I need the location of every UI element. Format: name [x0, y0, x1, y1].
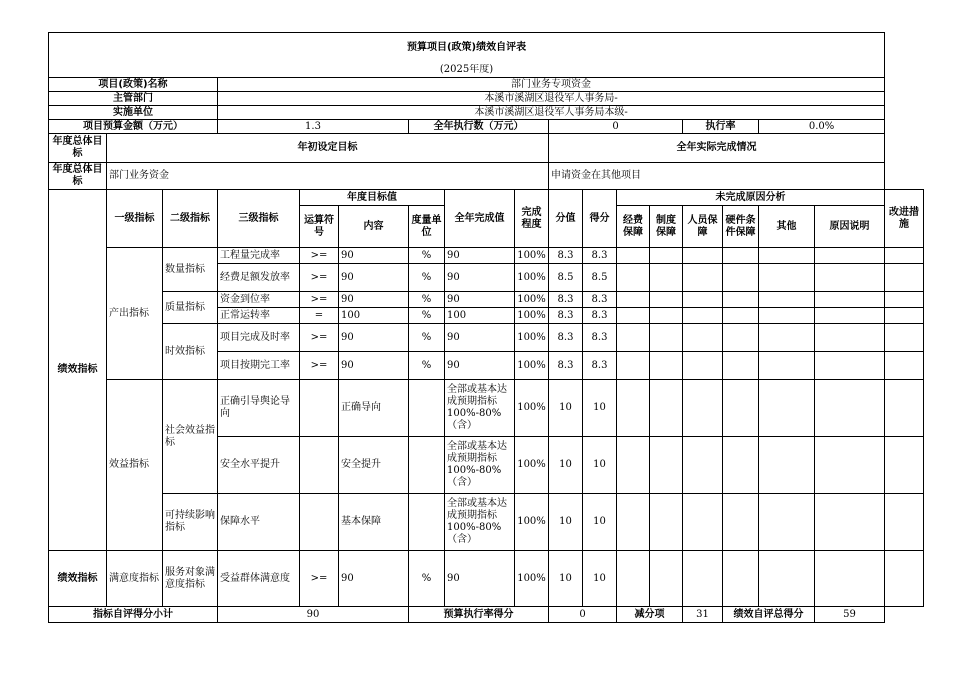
unit-cell	[409, 494, 445, 551]
full-score-cell: 8.3	[549, 308, 583, 324]
level1-cell: 满意度指标	[107, 551, 163, 607]
empty-cell	[815, 551, 885, 607]
table-row	[49, 324, 924, 352]
empty-cell	[885, 551, 924, 607]
empty-cell	[759, 437, 815, 494]
rate-value: 0.0%	[759, 120, 885, 134]
degree-cell: 100%	[515, 324, 549, 352]
op-cell	[300, 380, 339, 437]
op-cell	[300, 494, 339, 551]
evaluation-sheet	[48, 32, 924, 630]
empty-cell	[617, 352, 650, 380]
level3-cell: 项目完成及时率	[218, 324, 300, 352]
unit-cell: %	[409, 264, 445, 292]
empty-cell	[815, 308, 885, 324]
empty-cell	[650, 308, 683, 324]
goal-row-label-2: 年度总体目标	[49, 163, 107, 190]
unit-cell	[409, 380, 445, 437]
content-header: 内容	[339, 206, 409, 248]
content-cell: 90	[339, 248, 409, 264]
full-score-cell: 10	[549, 494, 583, 551]
op-cell: >=	[300, 264, 339, 292]
score-header: 得分	[583, 190, 617, 248]
level3-cell: 受益群体满意度	[218, 551, 300, 607]
plan-header: 年初设定目标	[107, 134, 549, 163]
perf-indicator-label: 绩效指标	[49, 190, 107, 551]
empty-cell	[650, 292, 683, 308]
annual-cell: 全部或基本达成预期指标100%-80%（含）	[445, 494, 515, 551]
annual-cell: 90	[445, 292, 515, 308]
empty-cell	[723, 494, 759, 551]
op-header: 运算符号	[300, 206, 339, 248]
project-name-label: 项目(政策)名称	[49, 78, 218, 92]
unit-cell: %	[409, 324, 445, 352]
unit-cell: %	[409, 308, 445, 324]
score-cell: 8.3	[583, 248, 617, 264]
degree-cell: 100%	[515, 494, 549, 551]
score-cell: 8.3	[583, 308, 617, 324]
empty-cell	[815, 352, 885, 380]
full-score-cell: 10	[549, 551, 583, 607]
empty-cell	[815, 380, 885, 437]
empty-cell	[683, 380, 723, 437]
content-cell: 安全提升	[339, 437, 409, 494]
score-cell: 10	[583, 551, 617, 607]
empty-cell	[815, 248, 885, 264]
exec-score-label: 预算执行率得分	[409, 607, 549, 623]
content-cell: 90	[339, 292, 409, 308]
empty-cell	[723, 248, 759, 264]
empty-cell	[885, 264, 924, 292]
empty-cell	[815, 292, 885, 308]
empty-cell	[683, 264, 723, 292]
op-cell	[300, 437, 339, 494]
content-cell: 正确导向	[339, 380, 409, 437]
unit-header: 度量单位	[409, 206, 445, 248]
op-cell: >=	[300, 248, 339, 264]
empty-cell	[650, 324, 683, 352]
empty-cell	[650, 264, 683, 292]
full-score-cell: 8.3	[549, 324, 583, 352]
empty-cell	[617, 494, 650, 551]
level2-cell: 数量指标	[163, 248, 218, 292]
degree-cell: 100%	[515, 308, 549, 324]
exec-value: 0	[549, 120, 683, 134]
plan-value: 部门业务资金	[107, 163, 549, 190]
annual-cell: 全部或基本达成预期指标100%-80%（含）	[445, 437, 515, 494]
empty-cell	[815, 324, 885, 352]
empty-cell	[683, 308, 723, 324]
unit-cell: %	[409, 551, 445, 607]
content-cell: 90	[339, 352, 409, 380]
score-cell: 8.3	[583, 324, 617, 352]
unit-cell: %	[409, 248, 445, 264]
improve-header: 改进措施	[885, 190, 924, 248]
empty-cell	[723, 308, 759, 324]
score-cell: 10	[583, 380, 617, 437]
year-label: (2025年度)	[49, 64, 885, 78]
empty-cell	[617, 248, 650, 264]
op-cell: =	[300, 308, 339, 324]
empty-cell	[759, 324, 815, 352]
annual-cell: 90	[445, 264, 515, 292]
empty-cell	[683, 324, 723, 352]
empty-cell	[759, 380, 815, 437]
empty-cell	[617, 551, 650, 607]
degree-cell: 100%	[515, 352, 549, 380]
full-score-cell: 8.3	[549, 248, 583, 264]
empty-cell	[759, 292, 815, 308]
empty-cell	[759, 352, 815, 380]
empty-cell	[723, 352, 759, 380]
content-cell: 90	[339, 324, 409, 352]
full-score-cell: 8.3	[549, 352, 583, 380]
op-cell: >=	[300, 292, 339, 308]
level1-cell: 效益指标	[107, 380, 163, 551]
degree-cell: 100%	[515, 248, 549, 264]
empty-cell	[815, 264, 885, 292]
table-row	[49, 551, 924, 607]
score-cell: 8.3	[583, 292, 617, 308]
empty-cell	[650, 437, 683, 494]
annual-cell: 90	[445, 324, 515, 352]
level2-cell: 质量指标	[163, 292, 218, 324]
empty-cell	[683, 292, 723, 308]
annual-cell: 90	[445, 551, 515, 607]
annual-header: 全年完成值	[445, 190, 515, 248]
exec-score-value: 0	[549, 607, 617, 623]
empty-cell	[885, 437, 924, 494]
empty-cell	[650, 494, 683, 551]
score-cell: 8.5	[583, 264, 617, 292]
empty-cell	[723, 437, 759, 494]
content-cell: 90	[339, 551, 409, 607]
content-cell: 100	[339, 308, 409, 324]
empty-cell	[885, 380, 924, 437]
actual-header: 全年实际完成情况	[549, 134, 885, 163]
content-cell: 基本保障	[339, 494, 409, 551]
empty-cell	[683, 352, 723, 380]
degree-cell: 100%	[515, 264, 549, 292]
empty-cell	[650, 551, 683, 607]
empty-cell	[885, 324, 924, 352]
page-title: 预算项目(政策)绩效自评表	[49, 33, 885, 64]
level3-cell: 工程量完成率	[218, 248, 300, 264]
degree-cell: 100%	[515, 380, 549, 437]
level3-cell: 正确引导舆论导向	[218, 380, 300, 437]
empty-cell	[683, 551, 723, 607]
level2-cell: 可持续影响指标	[163, 494, 218, 551]
table-row	[49, 292, 924, 308]
level2-cell: 社会效益指标	[163, 380, 218, 494]
annual-cell: 100	[445, 308, 515, 324]
empty-cell	[650, 380, 683, 437]
table-row	[49, 494, 924, 551]
op-cell: >=	[300, 551, 339, 607]
op-cell: >=	[300, 352, 339, 380]
empty-cell	[723, 264, 759, 292]
dept-label: 主管部门	[49, 92, 218, 106]
empty-cell	[683, 494, 723, 551]
op-cell: >=	[300, 324, 339, 352]
empty-cell	[759, 494, 815, 551]
unit-cell: %	[409, 352, 445, 380]
empty-cell	[885, 308, 924, 324]
budget-value: 1.3	[218, 120, 409, 134]
unit-cell: %	[409, 292, 445, 308]
level2-cell: 时效指标	[163, 324, 218, 380]
empty-cell	[759, 248, 815, 264]
empty-cell	[885, 292, 924, 308]
target-group-header: 年度目标值	[300, 190, 445, 206]
deduct-value: 31	[683, 607, 723, 623]
reason-staff-header: 人员保障	[683, 206, 723, 248]
unit-cell	[409, 437, 445, 494]
empty-cell	[759, 264, 815, 292]
reason-fund-header: 经费保障	[617, 206, 650, 248]
level2-cell: 服务对象满意度指标	[163, 551, 218, 607]
empty-cell	[617, 292, 650, 308]
empty-cell	[617, 264, 650, 292]
empty-cell	[759, 551, 815, 607]
level3-cell: 项目按期完工率	[218, 352, 300, 380]
full-score-cell: 10	[549, 437, 583, 494]
empty-cell	[759, 308, 815, 324]
level3-header: 三级指标	[218, 190, 300, 248]
impl-label: 实施单位	[49, 106, 218, 120]
annual-cell: 全部或基本达成预期指标100%-80%（含）	[445, 380, 515, 437]
actual-value: 申请资金在其他项目	[549, 163, 885, 190]
reason-group-header: 未完成原因分析	[617, 190, 885, 206]
degree-cell: 100%	[515, 551, 549, 607]
level3-cell: 正常运转率	[218, 308, 300, 324]
annual-cell: 90	[445, 352, 515, 380]
total-value: 59	[815, 607, 885, 623]
level1-cell: 产出指标	[107, 248, 163, 380]
level3-cell: 资金到位率	[218, 292, 300, 308]
empty-cell	[723, 292, 759, 308]
empty-cell	[815, 494, 885, 551]
table-row	[49, 248, 924, 264]
subtotal-label: 指标自评得分小计	[49, 607, 218, 623]
evaluation-table	[48, 32, 924, 623]
level3-cell: 经费足额发放率	[218, 264, 300, 292]
score-cell: 10	[583, 494, 617, 551]
empty-cell	[617, 324, 650, 352]
empty-cell	[723, 551, 759, 607]
empty-cell	[885, 248, 924, 264]
full-score-cell: 8.5	[549, 264, 583, 292]
degree-cell: 100%	[515, 437, 549, 494]
reason-other-header: 其他	[759, 206, 815, 248]
full-score-cell: 8.3	[549, 292, 583, 308]
subtotal-value: 90	[218, 607, 409, 623]
level2-header: 二级指标	[163, 190, 218, 248]
impl-value: 本溪市溪湖区退役军人事务局本级-	[218, 106, 885, 120]
degree-cell: 100%	[515, 292, 549, 308]
reason-system-header: 制度保障	[650, 206, 683, 248]
dept-value: 本溪市溪湖区退役军人事务局-	[218, 92, 885, 106]
goal-row-label: 年度总体目标	[49, 134, 107, 163]
empty-cell	[617, 308, 650, 324]
empty-cell	[723, 380, 759, 437]
reason-hardware-header: 硬件条件保障	[723, 206, 759, 248]
table-row	[49, 380, 924, 437]
empty-cell	[617, 380, 650, 437]
empty-cell	[683, 437, 723, 494]
empty-cell	[815, 437, 885, 494]
score-cell: 10	[583, 437, 617, 494]
level3-cell: 安全水平提升	[218, 437, 300, 494]
empty-cell	[617, 437, 650, 494]
degree-header: 完成程度	[515, 190, 549, 248]
empty-cell	[650, 248, 683, 264]
empty-cell	[683, 248, 723, 264]
rate-label: 执行率	[683, 120, 759, 134]
exec-label: 全年执行数（万元）	[409, 120, 549, 134]
empty-cell	[723, 324, 759, 352]
empty-cell	[885, 494, 924, 551]
footer-row	[49, 607, 924, 623]
project-name-value: 部门业务专项资金	[218, 78, 885, 92]
reason-desc-header: 原因说明	[815, 206, 885, 248]
level1-header: 一级指标	[107, 190, 163, 248]
total-label: 绩效自评总得分	[723, 607, 815, 623]
content-cell: 90	[339, 264, 409, 292]
level3-cell: 保障水平	[218, 494, 300, 551]
annual-cell: 90	[445, 248, 515, 264]
full-score-header: 分值	[549, 190, 583, 248]
empty-cell	[650, 352, 683, 380]
empty-cell	[885, 352, 924, 380]
deduct-label: 减分项	[617, 607, 683, 623]
perf-indicator-label-2: 绩效指标	[49, 551, 107, 607]
budget-label: 项目预算金额（万元）	[49, 120, 218, 134]
full-score-cell: 10	[549, 380, 583, 437]
score-cell: 8.3	[583, 352, 617, 380]
